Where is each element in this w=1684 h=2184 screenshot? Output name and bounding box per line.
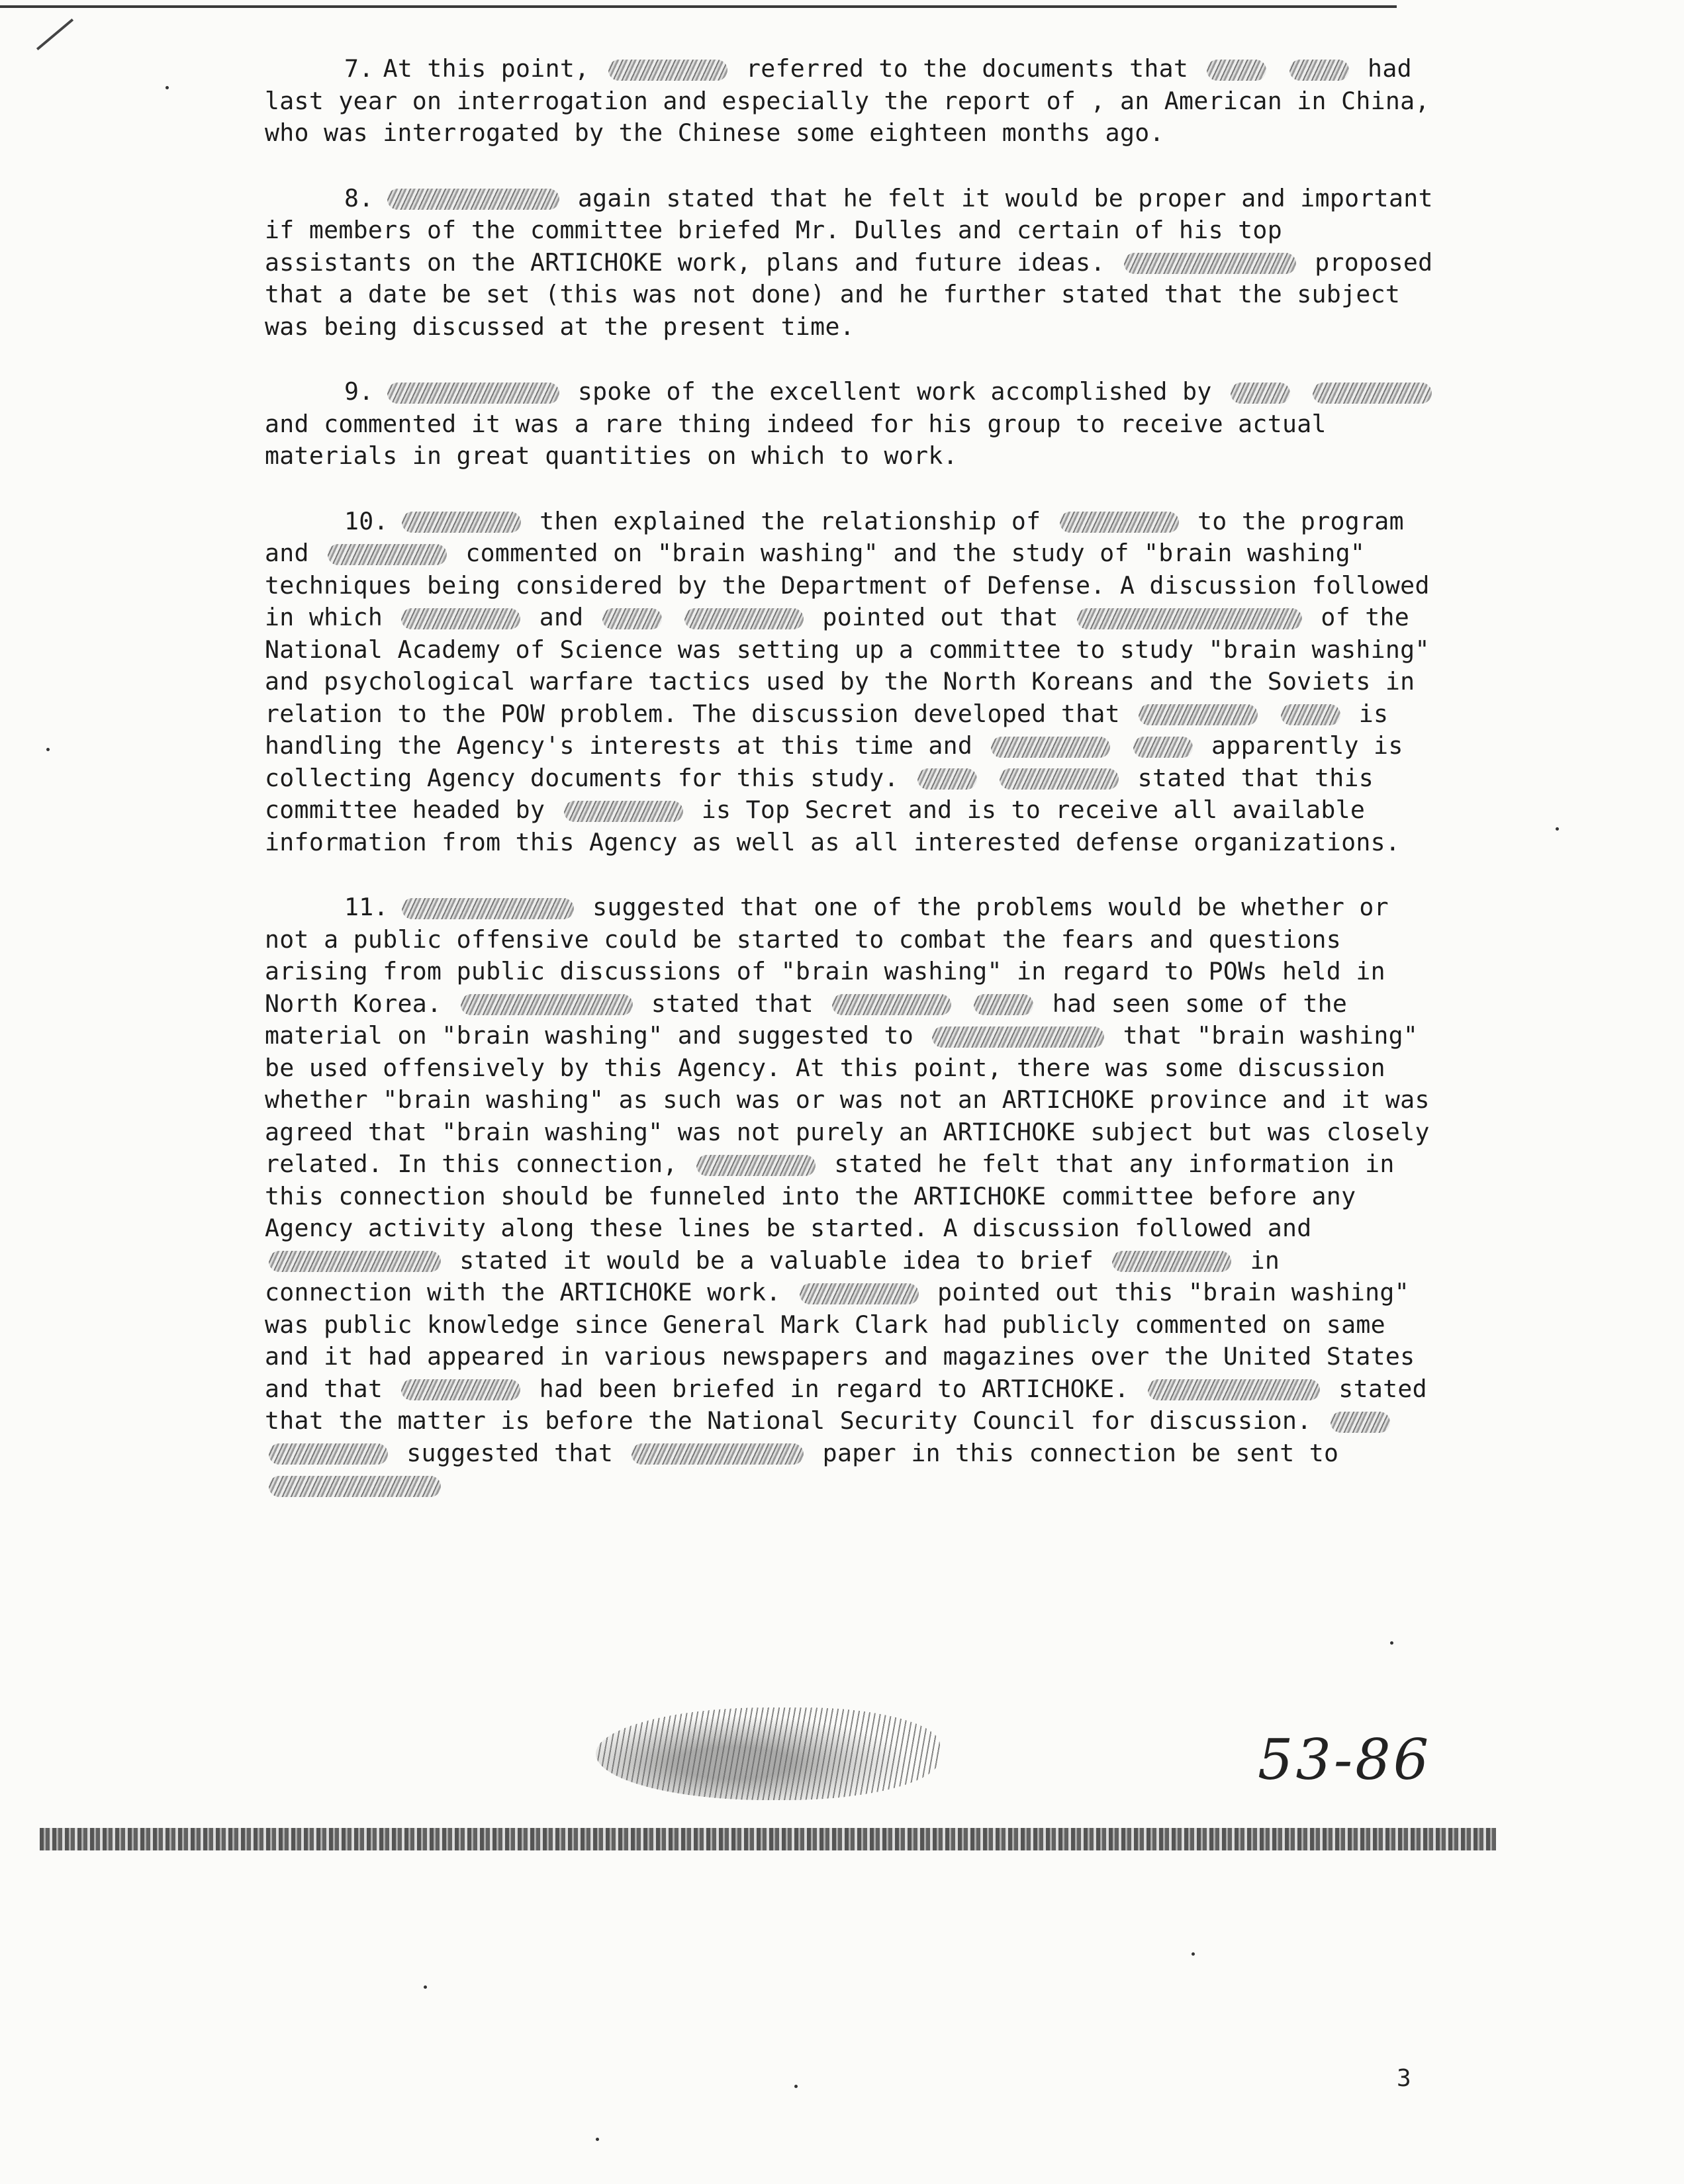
redaction — [402, 898, 574, 919]
paragraph-text: proposed that a date be set (this was not done) and he further stated that the subject was being discussed at the present time. — [265, 248, 1433, 341]
redaction — [564, 801, 683, 822]
redaction — [1112, 1251, 1231, 1272]
speck — [165, 86, 169, 89]
redaction — [1077, 608, 1302, 629]
scan-artifact-band — [40, 1828, 1496, 1850]
paragraph-number: 11. — [344, 893, 389, 921]
paragraph-text: that "brain washing" be used offensively by this Agency. At this point, there was some discussion whether "brain washing" as such was or was not an ARTICHOKE province and it was agreed that "brain washing" was not purely an ARTICHOKE subject but was closely related. In this connection, — [265, 1021, 1430, 1178]
paragraph-number: 7. — [344, 54, 374, 83]
paragraph — [265, 891, 1436, 1502]
redaction — [632, 1443, 804, 1465]
paragraph-number: 8. — [344, 183, 374, 212]
paragraph-text: suggested that — [392, 1438, 628, 1467]
paragraph — [265, 183, 1436, 343]
paragraph-text: had seen some of the material on "brain washing" and suggested to — [265, 989, 1348, 1050]
paragraph-text: and — [524, 603, 598, 631]
paragraph-text: stated that the matter is before the National Security Council for discussion. — [265, 1374, 1427, 1435]
document-body — [265, 53, 1436, 1502]
paragraph-number: 10. — [344, 506, 389, 535]
speck — [1556, 827, 1559, 831]
speck — [1390, 1641, 1393, 1645]
pen-mark — [36, 19, 73, 50]
paragraph-text: stated it would be a valuable idea to brief — [445, 1246, 1109, 1275]
paragraph-text: to the program and — [265, 506, 1404, 567]
paragraph-text: had been briefed in regard to ARTICHOKE. — [524, 1374, 1145, 1403]
speck — [794, 2085, 798, 2088]
redaction — [1060, 512, 1179, 533]
paragraph — [265, 376, 1436, 473]
redaction — [974, 994, 1033, 1015]
paragraph-text: and commented it was a rare thing indeed for his group to receive actual materials in great quantities on which to work. — [265, 409, 1327, 470]
redaction — [1148, 1379, 1320, 1400]
redaction — [269, 1251, 441, 1272]
paragraph-text — [1294, 377, 1309, 406]
redaction — [1281, 704, 1340, 725]
paragraph-text: stated he felt that any information in this connection should be funneled into the ARTICHOKE committee before any Agency activity along these lines be started. A discussion followed and — [265, 1150, 1395, 1242]
paragraph-text — [1262, 700, 1276, 728]
redaction — [1331, 1412, 1390, 1433]
paragraph-text: had last year on interrogation and especially the report of , an American in China, who was interrogated by the Chinese some eighteen months ago. — [265, 54, 1430, 147]
paragraph-text: apparently is collecting Agency documents for this study. — [265, 731, 1403, 792]
paragraph-text: is Top Secret and is to receive all available information from this Agency as well as all interested defense organizations. — [265, 796, 1401, 856]
redaction — [800, 1283, 919, 1304]
paragraph-text: stated that this committee headed by — [265, 763, 1374, 824]
redaction — [401, 1379, 520, 1400]
paragraph — [265, 506, 1436, 859]
redaction — [696, 1155, 816, 1176]
redaction — [461, 994, 633, 1015]
top-rule — [0, 5, 1397, 8]
paragraph-text: spoke of the excellent work accomplished by — [563, 377, 1227, 406]
redaction — [387, 383, 559, 404]
redaction — [1289, 60, 1349, 81]
redaction — [387, 189, 559, 210]
redaction — [1133, 737, 1193, 758]
redaction — [1207, 60, 1266, 81]
redaction — [328, 544, 447, 565]
paragraph-text: then explained the relationship of — [524, 506, 1056, 535]
paragraph-text — [1270, 54, 1285, 83]
paragraph-text: referred to the documents that — [731, 54, 1203, 83]
paragraph-text — [666, 603, 680, 631]
redaction — [1313, 383, 1432, 404]
paragraph-text — [955, 989, 970, 1018]
paragraph-number: 9. — [344, 377, 374, 406]
paragraph-text: stated that — [636, 989, 829, 1018]
redaction — [1139, 704, 1258, 725]
redaction — [269, 1476, 441, 1497]
redaction — [269, 1443, 388, 1465]
page-mark: 3 — [1397, 2065, 1411, 2092]
paragraph-text: paper in this connection be sent to — [808, 1438, 1339, 1467]
paragraph-text: pointed out that — [808, 603, 1074, 631]
paragraph-text: commented on "brain washing" and the study of "brain washing" techniques being considered by the Department of Defense. A discussion followed in which — [265, 539, 1430, 631]
redaction — [917, 768, 977, 790]
redaction — [832, 994, 951, 1015]
paragraph-text — [981, 764, 996, 792]
redaction — [684, 608, 804, 629]
redaction — [1000, 768, 1119, 790]
redaction — [932, 1026, 1104, 1048]
redaction — [608, 60, 727, 81]
paragraph-text: suggested that one of the problems would be whether or not a public offensive could be started to combat the fears and questions arising from public discussions of "brain washing" in regard to POWs held in North Korea. — [265, 893, 1389, 1018]
speck — [596, 2138, 599, 2141]
paragraph-text: is handling the Agency's interests at this time and — [265, 699, 1389, 760]
redaction — [602, 608, 662, 629]
paragraph-text: pointed out this "brain washing" was public knowledge since General Mark Clark had publicly commented on same and it had appeared in various newspapers and magazines over the United States and that — [265, 1278, 1415, 1403]
redaction — [991, 737, 1110, 758]
handwritten-number: 53-86 — [1258, 1727, 1432, 1792]
paragraph-text: again stated that he felt it would be proper and important if members of the committee briefed Mr. Dulles and certain of his top assistants on the ARTICHOKE work, plans and future ideas. — [265, 183, 1433, 277]
paragraph-text — [1114, 731, 1129, 760]
redaction — [402, 512, 521, 533]
speck — [46, 748, 50, 751]
speck — [1192, 1952, 1195, 1956]
paragraph-text: At this point, — [383, 54, 604, 83]
redaction — [1231, 383, 1290, 404]
redaction — [1124, 253, 1296, 274]
paragraph-text: in connection with the ARTICHOKE work. — [265, 1246, 1280, 1306]
paragraph — [265, 53, 1436, 150]
speck — [424, 1985, 427, 1989]
redaction — [401, 608, 520, 629]
signature-blot — [596, 1707, 940, 1800]
paragraph-text: of the National Academy of Science was setting up a committee to study "brain washing" and psychological warfare tactics used by the North Koreans and the Soviets in relation to the POW problem. The discussion developed that — [265, 603, 1430, 728]
